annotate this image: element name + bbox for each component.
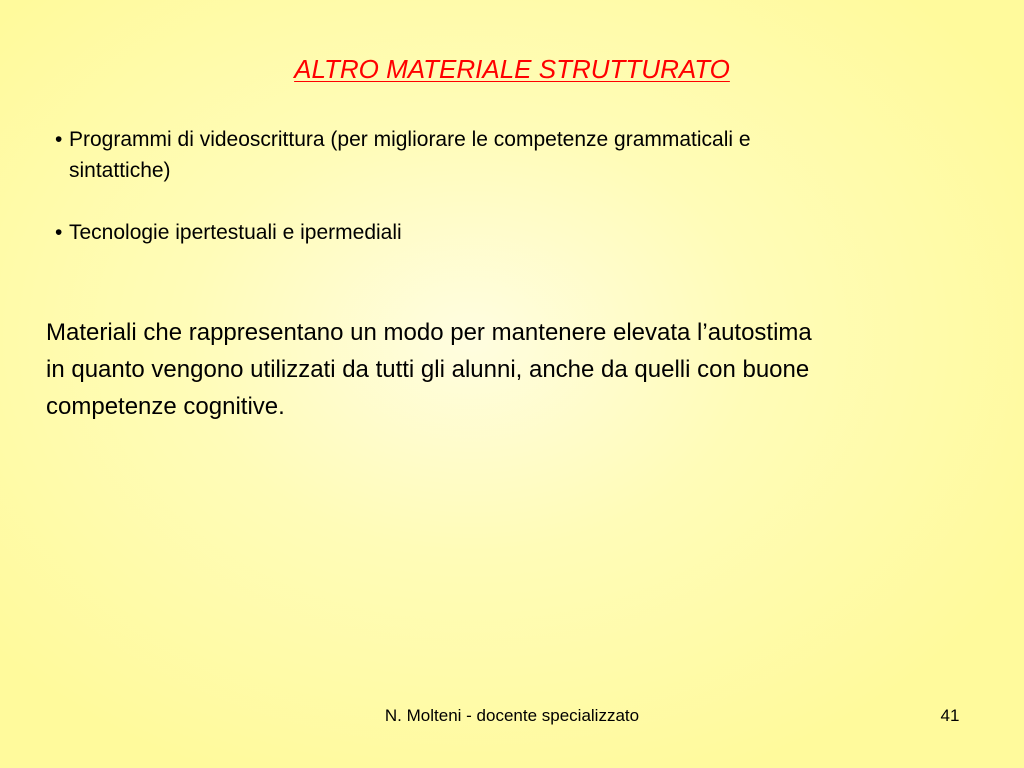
bullet-text: Programmi di videoscrittura (per migliorare le competenze grammaticali e <box>69 128 751 151</box>
page-number: 41 <box>940 706 960 725</box>
slide-title: ALTRO MATERIALE STRUTTURATO <box>294 54 730 84</box>
bullet-dot-icon: • <box>55 221 63 244</box>
paragraph-line: competenze cognitive. <box>46 393 285 420</box>
bullet-item <box>55 124 955 186</box>
footer-author: N. Molteni - docente specializzato <box>384 706 640 725</box>
bullet-text-continuation: sintattiche) <box>69 159 171 182</box>
body-paragraph <box>46 314 986 425</box>
bullet-list <box>55 124 955 248</box>
paragraph-line: in quanto vengono utilizzati da tutti gli alunni, anche da quelli con buone <box>46 356 810 383</box>
bullet-dot-icon: • <box>55 128 63 151</box>
bullet-text: Tecnologie ipertestuali e ipermediali <box>69 221 402 244</box>
bullet-item <box>55 217 955 248</box>
paragraph-line: Materiali che rappresentano un modo per mantenere elevata l’autostima <box>46 319 812 346</box>
